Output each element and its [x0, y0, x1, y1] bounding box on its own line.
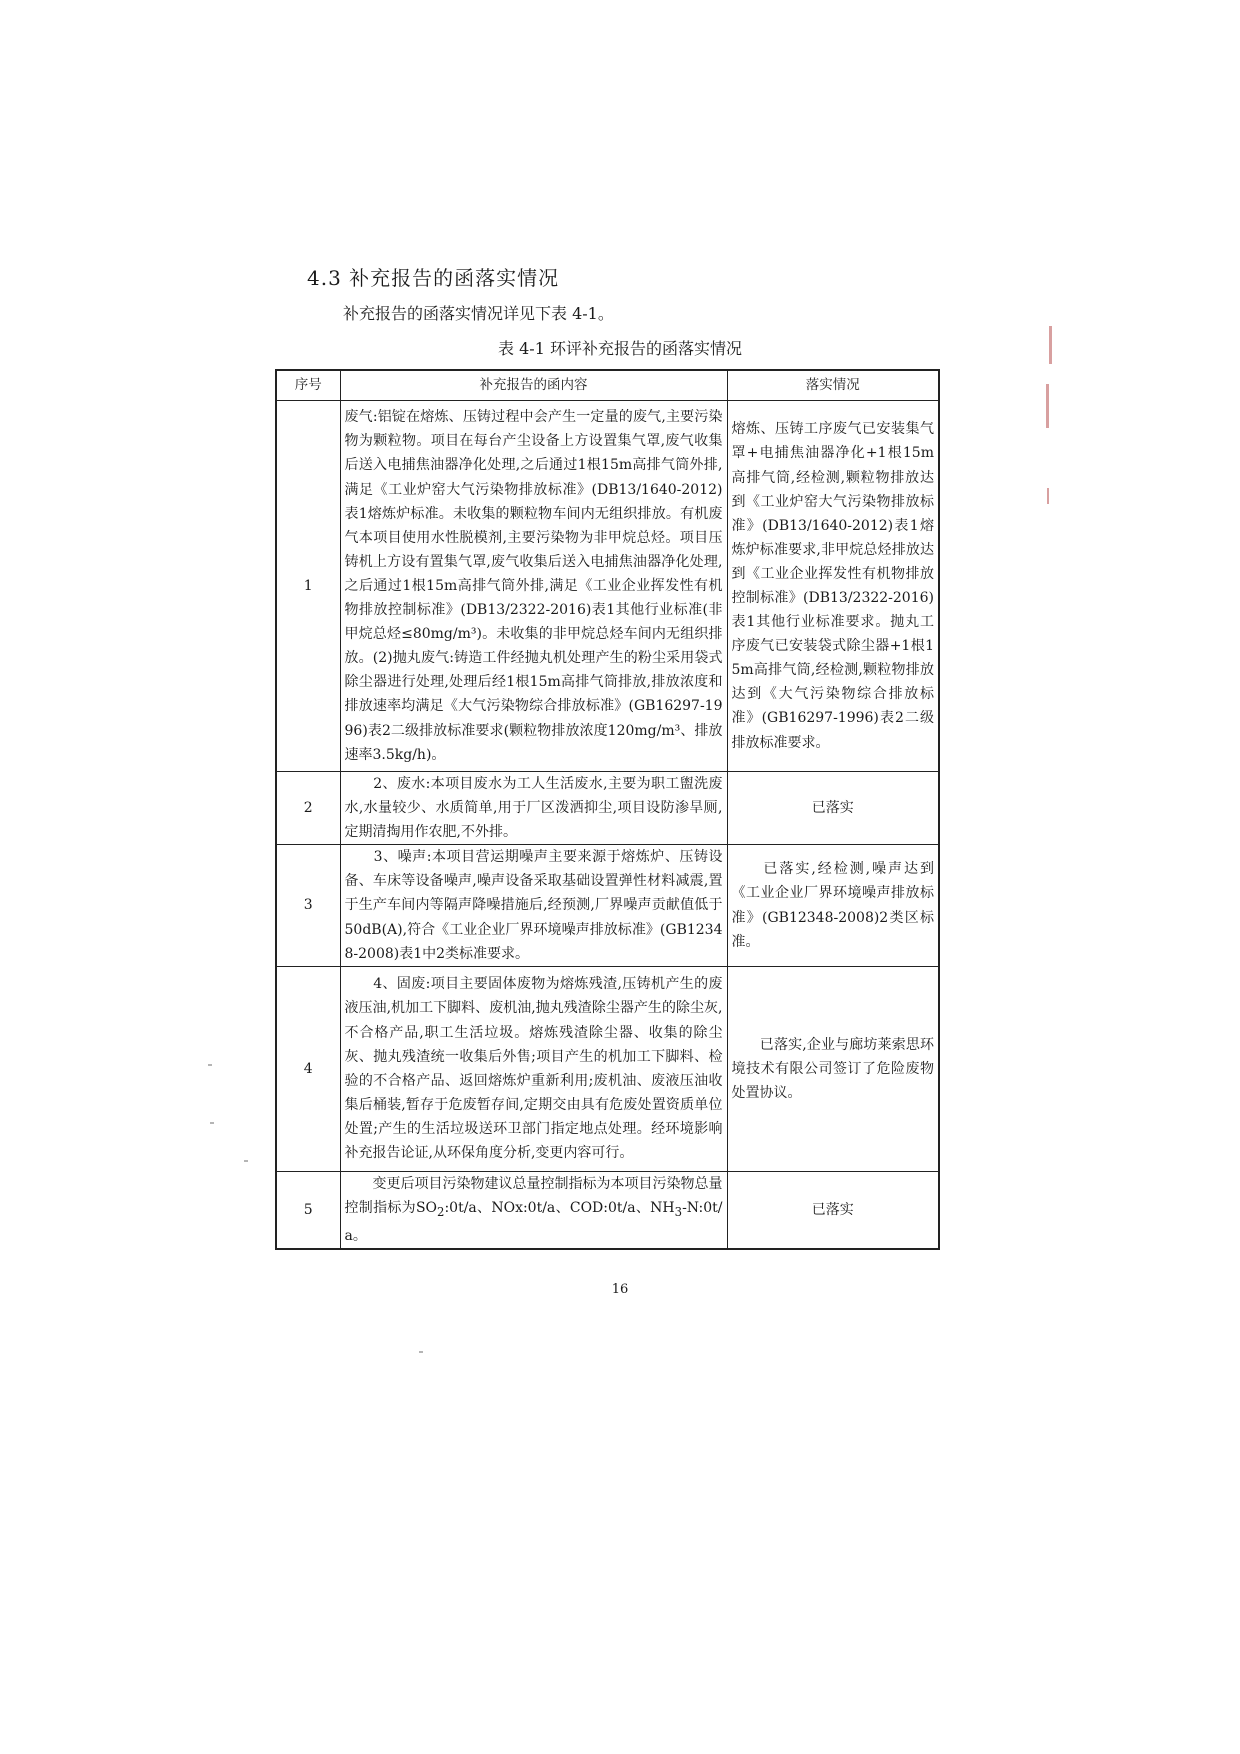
- header-seq: 序号: [276, 370, 340, 401]
- row-content: 3、噪声:本项目营运期噪声主要来源于熔炼炉、压铸设备、车床等设备噪声,噪声设备采取基础设置弹性材料减震,置于生产车间内等隔声降噪措施后,经预测,厂界噪声贡献值低于50dB(A),符合《工业企业厂界环境噪声排放标准》(GB12348-2008)表1中2类标准要求。: [340, 845, 727, 966]
- implementation-table: [275, 369, 940, 1250]
- section-heading: 4.3 补充报告的函落实情况: [307, 266, 560, 290]
- header-status: 落实情况: [727, 370, 939, 401]
- row-content: [340, 1171, 727, 1249]
- row-status: 已落实: [727, 1171, 939, 1249]
- row-content: 4、固废:项目主要固体废物为熔炼残渣,压铸机产生的废液压油,机加工下脚料、废机油,抛丸残渣除尘器产生的除尘灰,不合格产品,职工生活垃圾。熔炼残渣除尘器、收集的除尘灰、抛丸残渣统一收集后外售;项目产生的机加工下脚料、检验的不合格产品、返回熔炼炉重新利用;废机油、废液压油收集后桶装,暂存于危废暂存间,定期交由具有危废处置资质单位处置;产生的生活垃圾送环卫部门指定地点处理。经环境影响补充报告论证,从环保角度分析,变更内容可行。: [340, 966, 727, 1171]
- row-seq: 4: [276, 966, 340, 1171]
- table-row: [276, 772, 939, 845]
- row-status: 已落实,经检测,噪声达到《工业企业厂界环境噪声排放标准》(GB12348-2008)2类区标准。: [727, 845, 939, 966]
- row-status: 熔炼、压铸工序废气已安装集气罩+电捕焦油器净化+1根15m高排气筒,经检测,颗粒物排放达到《工业炉窑大气污染物排放标准》(DB13/1640-2012)表1熔炼炉标准要求,非甲烷总烃排放达到《工业企业挥发性有机物排放控制标准》(DB13/2322-2016)表1其他行业标准要求。抛丸工序废气已安装袋式除尘器+1根15m高排气筒,经检测,颗粒物排放达到《大气污染物综合排放标准》(GB16297-1996)表2二级排放标准要求。: [727, 401, 939, 772]
- row-seq: 2: [276, 772, 340, 845]
- table-row: [276, 845, 939, 966]
- subscript: 3: [674, 1204, 683, 1219]
- row-status: 已落实: [727, 772, 939, 845]
- row-content: 废气:铝锭在熔炼、压铸过程中会产生一定量的废气,主要污染物为颗粒物。项目在每台产尘设备上方设置集气罩,废气收集后送入电捕焦油器净化处理,之后通过1根15m高排气筒外排,满足《工业炉窑大气污染物排放标准》(DB13/1640-2012)表1熔炼炉标准。未收集的颗粒物车间内无组织排放。有机废气本项目使用水性脱模剂,主要污染物为非甲烷总烃。项目压铸机上方设有置集气罩,废气收集后送入电捕焦油器净化处理,之后通过1根15m高排气筒外排,满足《工业企业挥发性有机物排放控制标准》(DB13/2322-2016)表1其他行业标准(非甲烷总烃≤80mg/m³)。未收集的非甲烷总烃车间内无组织排放。(2)抛丸废气:铸造工件经抛丸机处理产生的粉尘采用袋式除尘器进行处理,处理后经1根15m高排气筒排放,排放浓度和排放速率均满足《大气污染物综合排放标准》(GB16297-1996)表2二级排放标准要求(颗粒物排放浓度120mg/m³、排放速率3.5kg/h)。: [340, 401, 727, 772]
- edge-stamp-mark: [1047, 488, 1049, 504]
- row-content: 2、废水:本项目废水为工人生活废水,主要为职工盥洗废水,水量较少、水质简单,用于厂区泼洒抑尘,项目设防渗旱厕,定期清掏用作农肥,不外排。: [340, 772, 727, 845]
- subscript: 2: [437, 1204, 445, 1219]
- table-row: [276, 966, 939, 1171]
- row-seq: 1: [276, 401, 340, 772]
- table-caption: 表 4-1 环评补充报告的函落实情况: [498, 339, 742, 358]
- header-content: 补充报告的函内容: [340, 370, 727, 401]
- scan-speck: [208, 1064, 212, 1066]
- intro-paragraph: 补充报告的函落实情况详见下表 4-1。: [343, 304, 614, 323]
- scan-speck: [210, 1122, 214, 1124]
- row-content-text: 变更后项目污染物建议总量控制指标为本项目污染物总量控制指标为SO: [344, 1175, 723, 1216]
- table-row: [276, 1171, 939, 1249]
- scan-speck: [244, 1160, 248, 1162]
- row-status: 已落实,企业与廊坊莱索思环境技术有限公司签订了危险废物处置协议。: [727, 966, 939, 1171]
- row-seq: 3: [276, 845, 340, 966]
- edge-stamp-mark: [1046, 384, 1049, 428]
- row-seq: 5: [276, 1171, 340, 1249]
- row-content-text: -N:0t/a。: [344, 1199, 723, 1244]
- scan-speck: [419, 1351, 423, 1353]
- page-number: 16: [611, 1282, 629, 1297]
- table-header-row: [276, 370, 939, 401]
- row-content-text: :0t/a、NOx:0t/a、COD:0t/a、NH: [444, 1199, 675, 1216]
- table-row: [276, 401, 939, 772]
